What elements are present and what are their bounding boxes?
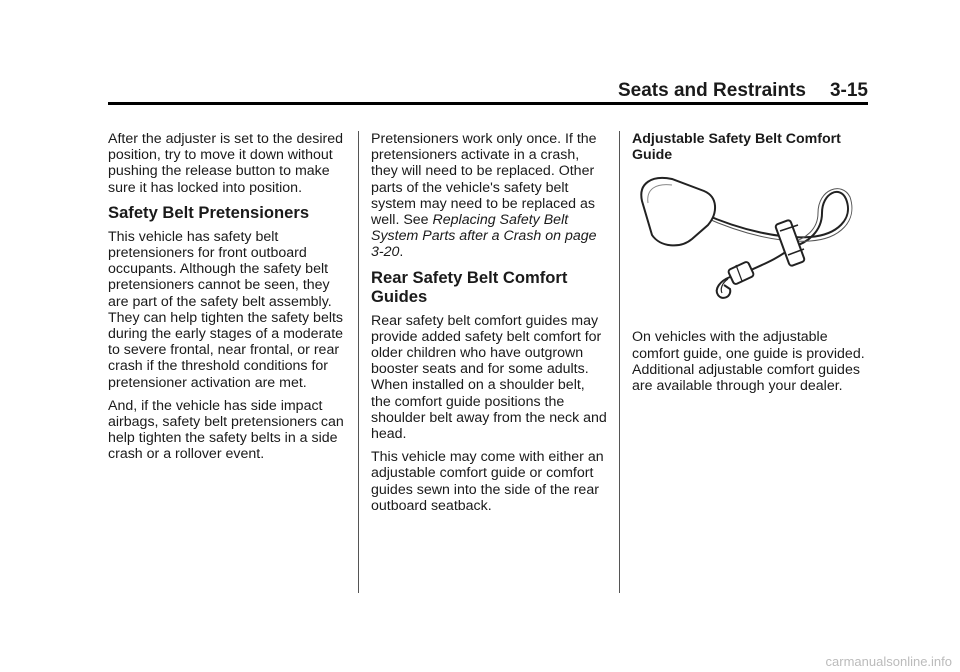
section-title: Seats and Restraints xyxy=(618,80,806,101)
column-1 xyxy=(108,131,346,470)
pretensioners-once-paragraph: Pretensioners work only once. If the pretensioners activate in a crash, they will need to be replaced. Other parts of the vehicle's safety belt system may need to be replaced as well. See Replacing Safety Belt System Parts after a Crash on page 3-20. xyxy=(371,131,597,261)
pretensioners-heading: Safety Belt Pretensioners xyxy=(108,202,310,222)
adjustable-guide-paragraph: On vehicles with the adjustable comfort guide, one guide is provided. Additional adjustable comfort guides are available through your dealer. xyxy=(632,329,865,395)
watermark: carmanualsonline.info xyxy=(825,654,952,669)
comfort-guide-options-paragraph: This vehicle may come with either an adjustable comfort guide or comfort guides sewn into the side of the rear outboard seatback. xyxy=(371,449,604,514)
comfort-guides-paragraph: Rear safety belt comfort guides may provide added safety belt comfort for older children who have outgrown booster seats and for some adults. When installed on a shoulder belt, the comfort guide positions the shoulder belt away from the neck and head. xyxy=(371,312,607,443)
side-impact-paragraph: And, if the vehicle has side impact airbags, safety belt pretensioners can help tighten the safety belts in a side crash or a rollover event. xyxy=(108,397,344,463)
column-divider-1 xyxy=(358,131,359,593)
column-3 xyxy=(632,131,868,401)
cross-reference-link[interactable]: Replacing Safety Belt System Parts after a Crash on page 3-20 xyxy=(371,212,597,261)
page-header xyxy=(108,80,868,102)
comfort-guide-drawing-icon xyxy=(632,173,868,301)
page-number: 3-15 xyxy=(829,80,868,101)
column-2 xyxy=(371,131,607,521)
header-rule xyxy=(108,102,868,105)
column-divider-2 xyxy=(619,131,620,593)
comfort-guide-illustration xyxy=(632,173,868,301)
adjustable-guide-subheading: Adjustable Safety Belt Comfort Guide xyxy=(632,131,841,164)
adjuster-paragraph: After the adjuster is set to the desired position, try to move it down without pushing the release button to make sure it has locked into position. xyxy=(108,131,344,196)
rear-comfort-guides-heading: Rear Safety Belt Comfort Guides xyxy=(371,267,568,306)
pretensioners-paragraph: This vehicle has safety belt pretensioners for front outboard occupants. Although the safety belt pretensioners cannot be seen, they are part of the safety belt assembly. They can help tighten the safety belts during the early stages of a moderate to severe frontal, near frontal, or rear crash if the threshold conditions for pretensioner activation are met. xyxy=(108,228,344,391)
